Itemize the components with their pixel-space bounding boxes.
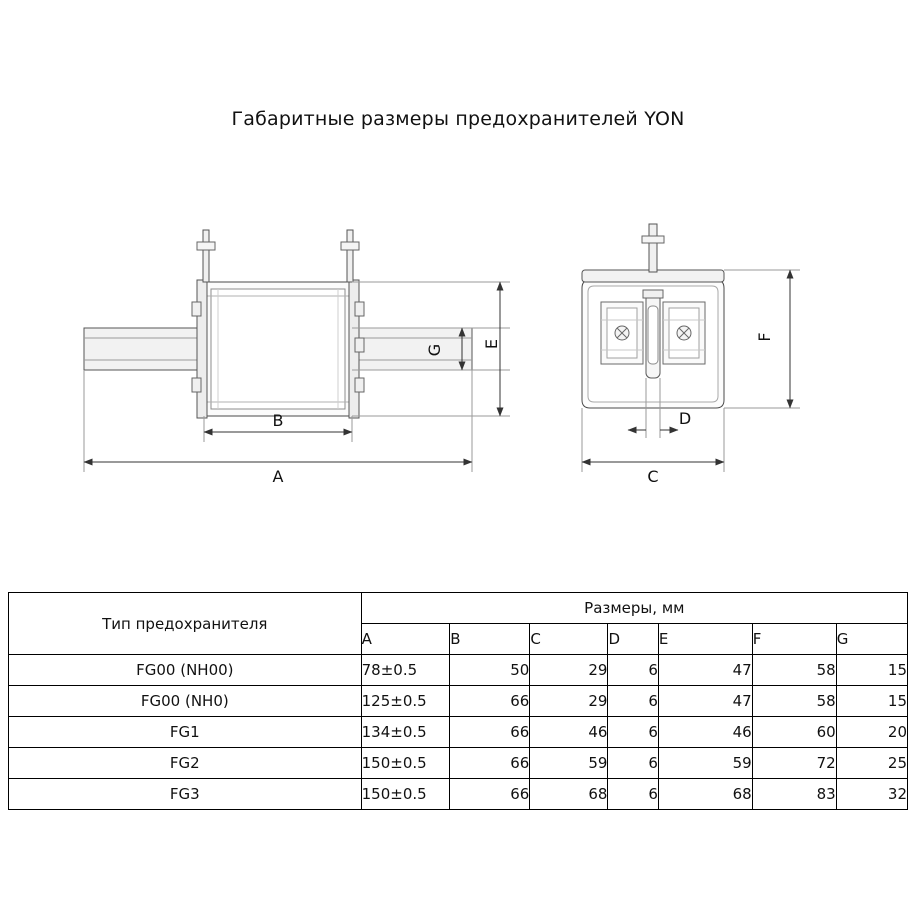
row-f: 60 [752, 717, 836, 748]
table-row [9, 655, 908, 686]
row-b: 66 [450, 748, 530, 779]
row-d: 6 [608, 686, 658, 717]
header-type: Тип предохранителя [9, 593, 362, 655]
row-d: 6 [608, 748, 658, 779]
table-row [9, 686, 908, 717]
drawing-svg [0, 210, 916, 540]
row-d: 6 [608, 779, 658, 810]
row-g: 15 [836, 686, 907, 717]
row-c: 46 [530, 717, 608, 748]
row-a: 150±0.5 [361, 748, 450, 779]
subheader-e: E [658, 624, 752, 655]
header-dimensions: Размеры, мм [361, 593, 907, 624]
row-g: 25 [836, 748, 907, 779]
table-row [9, 717, 908, 748]
row-g: 32 [836, 779, 907, 810]
row-f: 58 [752, 655, 836, 686]
subheader-g: G [836, 624, 907, 655]
table-row [9, 779, 908, 810]
page-title: Габаритные размеры предохранителей YON [231, 108, 685, 130]
row-type: FG3 [9, 779, 362, 810]
dim-label-f: F [755, 332, 774, 342]
dim-label-g: G [425, 343, 444, 357]
row-c: 68 [530, 779, 608, 810]
row-b: 50 [450, 655, 530, 686]
row-b: 66 [450, 779, 530, 810]
row-d: 6 [608, 655, 658, 686]
row-e: 47 [658, 686, 752, 717]
row-e: 46 [658, 717, 752, 748]
dim-label-d: D [678, 409, 692, 428]
row-type: FG1 [9, 717, 362, 748]
dim-label-a: A [272, 467, 284, 486]
row-d: 6 [608, 717, 658, 748]
row-type: FG00 (NH00) [9, 655, 362, 686]
row-e: 68 [658, 779, 752, 810]
row-a: 78±0.5 [361, 655, 450, 686]
row-c: 29 [530, 686, 608, 717]
row-b: 66 [450, 686, 530, 717]
row-f: 72 [752, 748, 836, 779]
row-type: FG2 [9, 748, 362, 779]
row-f: 58 [752, 686, 836, 717]
row-type: FG00 (NH0) [9, 686, 362, 717]
fuse-dimension-drawing [0, 210, 916, 540]
subheader-c: C [530, 624, 608, 655]
subheader-a: A [361, 624, 450, 655]
subheader-d: D [608, 624, 658, 655]
row-g: 15 [836, 655, 907, 686]
row-b: 66 [450, 717, 530, 748]
row-e: 59 [658, 748, 752, 779]
row-a: 150±0.5 [361, 779, 450, 810]
dimensions-table-wrapper [8, 592, 908, 810]
dimensions-table [8, 592, 908, 810]
row-c: 29 [530, 655, 608, 686]
subheader-b: B [450, 624, 530, 655]
row-a: 125±0.5 [361, 686, 450, 717]
subheader-f: F [752, 624, 836, 655]
row-g: 20 [836, 717, 907, 748]
dim-label-e: E [482, 338, 501, 350]
table-header-row [9, 593, 908, 624]
row-e: 47 [658, 655, 752, 686]
table-row [9, 748, 908, 779]
dim-label-c: C [647, 467, 659, 486]
row-c: 59 [530, 748, 608, 779]
row-f: 83 [752, 779, 836, 810]
row-a: 134±0.5 [361, 717, 450, 748]
dim-label-b: B [272, 411, 284, 430]
